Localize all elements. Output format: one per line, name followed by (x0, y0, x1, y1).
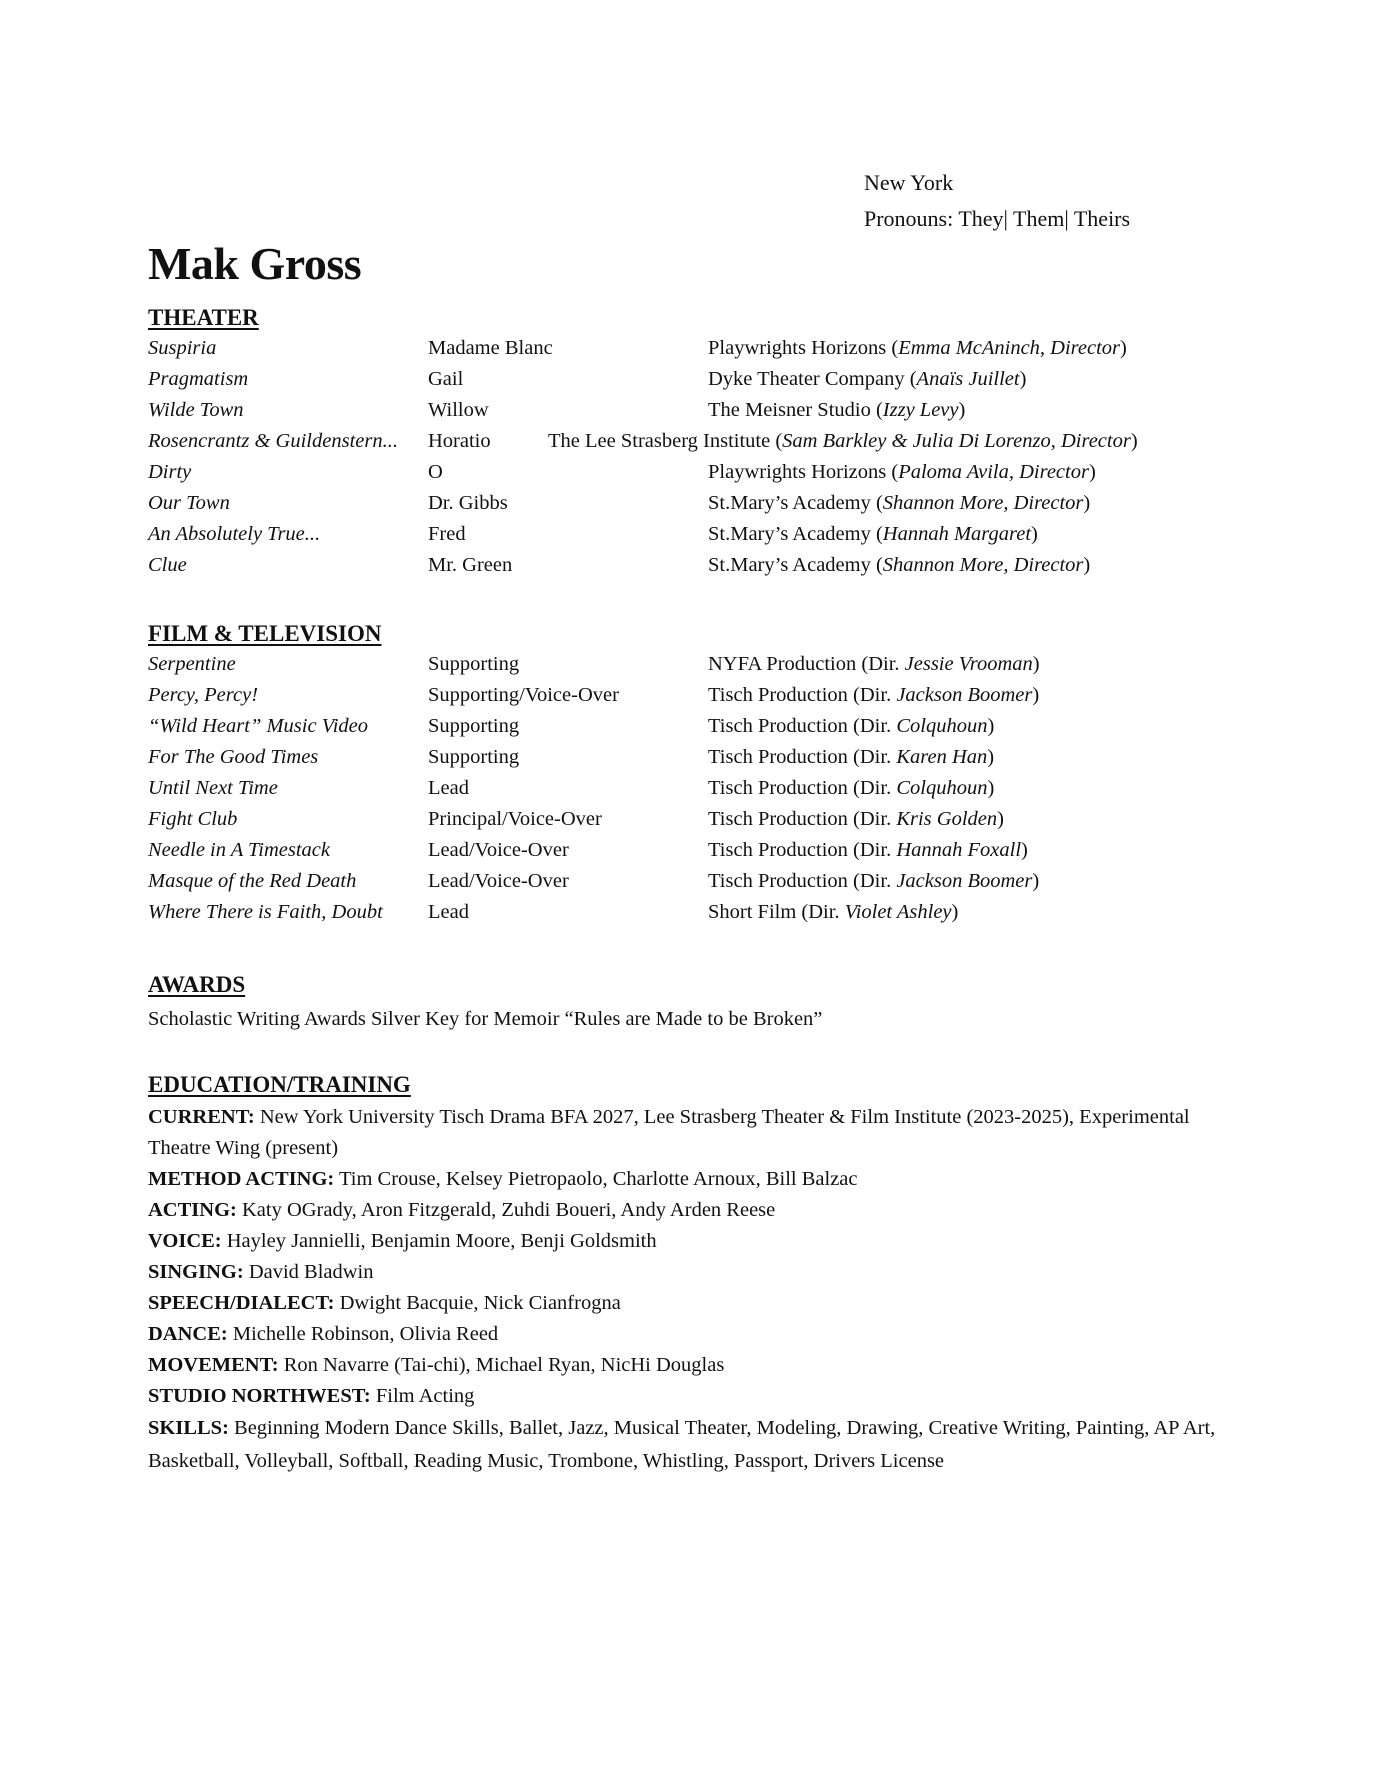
credit-row (148, 550, 1208, 581)
director-name: Karen Han (896, 746, 988, 768)
closing-paren: ) (1032, 684, 1040, 706)
company-name: NYFA Production (Dir. (708, 653, 905, 675)
credit-company (708, 395, 965, 426)
credit-role: Gail (428, 368, 464, 390)
credit-row (148, 804, 1208, 835)
director-name: Anaïs Juillet (916, 368, 1020, 390)
education-line (148, 1164, 1228, 1195)
credit-company (708, 457, 1096, 488)
education-label: SKILLS: (148, 1417, 229, 1439)
closing-paren: ) (987, 777, 995, 799)
credit-row (148, 897, 1208, 928)
company-name: Playwrights Horizons ( (708, 337, 899, 359)
company-name: Tisch Production (Dir. (708, 715, 897, 737)
credit-row (148, 835, 1208, 866)
credit-row (148, 711, 1208, 742)
education-line (148, 1226, 1228, 1257)
education-label: STUDIO NORTHWEST: (148, 1385, 371, 1407)
location: New York (864, 170, 954, 195)
education-label: DANCE: (148, 1323, 228, 1345)
closing-paren: ) (1083, 554, 1091, 576)
credit-title: An Absolutely True... (148, 523, 321, 545)
performer-name: Mak Gross (148, 238, 362, 289)
credit-title: Suspiria (148, 337, 217, 359)
education-label: CURRENT: (148, 1106, 255, 1128)
credit-company (708, 711, 994, 742)
education-heading: EDUCATION/TRAINING (148, 1072, 411, 1097)
credit-role: Supporting (428, 746, 520, 768)
credit-title: Until Next Time (148, 777, 278, 799)
film-heading: FILM & TELEVISION (148, 621, 382, 646)
credit-role: Lead/Voice-Over (428, 839, 569, 861)
film-credits (148, 649, 1208, 928)
closing-paren: ) (1088, 461, 1096, 483)
director-name: Colquhoun (896, 777, 988, 799)
education-label: SPEECH/DIALECT: (148, 1292, 335, 1314)
education-text: Hayley Jannielli, Benjamin Moore, Benji Goldsmith (221, 1230, 657, 1252)
company-name: St.Mary’s Academy ( (708, 554, 883, 576)
director-name: Hannah Foxall (896, 839, 1022, 861)
closing-paren: ) (1021, 839, 1028, 861)
credit-row (148, 680, 1208, 711)
director-name: Paloma Avila, Director (898, 461, 1089, 483)
theater-heading: THEATER (148, 305, 259, 330)
credit-role: Supporting/Voice-Over (428, 684, 619, 706)
education-line (148, 1350, 1228, 1381)
credit-row (148, 333, 1208, 364)
credit-row (148, 488, 1208, 519)
credit-company (708, 804, 1004, 835)
credit-role: Madame Blanc (428, 337, 553, 359)
closing-paren: ) (1083, 492, 1091, 514)
credit-company (708, 550, 1090, 581)
credit-company (708, 742, 994, 773)
credit-role: Supporting (428, 653, 520, 675)
education-line (148, 1288, 1228, 1319)
credit-title: Wilde Town (148, 399, 244, 421)
credit-row (148, 519, 1208, 550)
pronouns: Pronouns: They| Them| Theirs (864, 206, 1131, 231)
closing-paren: ) (1019, 368, 1027, 390)
awards-heading: AWARDS (148, 972, 246, 997)
education-label: SINGING: (148, 1261, 244, 1283)
company-name: Playwrights Horizons ( (708, 461, 899, 483)
credit-role: Lead (428, 901, 469, 923)
theater-credits (148, 333, 1208, 581)
credit-title: Where There is Faith, Doubt (148, 901, 383, 923)
credit-role: Fred (428, 523, 466, 545)
company-name: Tisch Production (Dir. (708, 777, 897, 799)
education-label: METHOD ACTING: (148, 1168, 335, 1190)
director-name: Jackson Boomer (896, 870, 1033, 892)
credit-title: Needle in A Timestack (148, 839, 331, 861)
credit-row (148, 742, 1208, 773)
director-name: Jackson Boomer (896, 684, 1033, 706)
director-name: Jessie Vrooman (904, 653, 1033, 675)
education-line (148, 1319, 1228, 1350)
credit-row (148, 457, 1208, 488)
company-name: Short Film (Dir. (708, 901, 845, 923)
credit-company (708, 773, 994, 804)
education-text: New York University Tisch Drama BFA 2027, Lee Strasberg Theater & Film Institute (2023-2025), Experimental Theatre Wing (present) (148, 1106, 1190, 1159)
credit-title: Percy, Percy! (148, 684, 259, 706)
company-name: St.Mary’s Academy ( (708, 492, 883, 514)
closing-paren: ) (1120, 337, 1127, 359)
director-name: Violet Ashley (844, 901, 952, 923)
credit-role: Lead/Voice-Over (428, 870, 569, 892)
credit-title: Serpentine (148, 653, 236, 675)
education-line (148, 1195, 1228, 1226)
education-text: Beginning Modern Dance Skills, Ballet, Jazz, Musical Theater, Modeling, Drawing, Creative Writing, Painting, AP Art, Basketball, Volleyball, Softball, Reading Music, Trombone, Whistling, Passport, Drivers License (148, 1417, 1216, 1472)
credit-title: Pragmatism (148, 368, 249, 390)
company-name: Tisch Production (Dir. (708, 684, 897, 706)
education-line (148, 1257, 1228, 1288)
education-text: Michelle Robinson, Olivia Reed (227, 1323, 499, 1345)
credit-title: Dirty (148, 461, 192, 483)
company-name: St.Mary’s Academy ( (708, 523, 883, 545)
credit-title: Masque of the Red Death (148, 870, 357, 892)
credit-row (148, 649, 1208, 680)
education-text: Ron Navarre (Tai-chi), Michael Ryan, NicHi Douglas (278, 1354, 725, 1376)
credit-company (548, 426, 1138, 457)
credit-title: Clue (148, 554, 187, 576)
director-name: Sam Barkley & Julia Di Lorenzo, Director (782, 430, 1131, 452)
credit-company (708, 680, 1039, 711)
credit-title: Our Town (148, 492, 230, 514)
education-line (148, 1412, 1228, 1478)
education-text: Tim Crouse, Kelsey Pietropaolo, Charlotte Arnoux, Bill Balzac (334, 1168, 858, 1190)
closing-paren: ) (958, 399, 966, 421)
credit-role: Lead (428, 777, 469, 799)
credit-role: Willow (428, 399, 489, 421)
education-text: Katy OGrady, Aron Fitzgerald, Zuhdi Boueri, Andy Arden Reese (236, 1199, 776, 1221)
credit-role: O (428, 461, 443, 483)
director-name: Colquhoun (896, 715, 988, 737)
director-name: Kris Golden (896, 808, 998, 830)
credit-company (708, 488, 1090, 519)
credit-role: Horatio (428, 430, 491, 452)
closing-paren: ) (987, 746, 995, 768)
director-name: Shannon More, Director (882, 554, 1084, 576)
credit-row (148, 364, 1208, 395)
director-name: Shannon More, Director (882, 492, 1084, 514)
credit-company (708, 866, 1039, 897)
credit-company (708, 333, 1127, 364)
award-item: Scholastic Writing Awards Silver Key for Memoir “Rules are Made to be Broken” (148, 1008, 823, 1030)
credit-title: For The Good Times (148, 746, 319, 768)
contact-info (864, 165, 1130, 237)
credit-company (708, 364, 1026, 395)
education-text: David Bladwin (243, 1261, 374, 1283)
education-text: Dwight Bacquie, Nick Cianfrogna (334, 1292, 621, 1314)
education-label: MOVEMENT: (148, 1354, 279, 1376)
credit-company (708, 835, 1028, 866)
closing-paren: ) (1031, 523, 1038, 545)
credit-company (708, 897, 958, 928)
education-label: ACTING: (148, 1199, 237, 1221)
company-name: Tisch Production (Dir. (708, 870, 897, 892)
company-name: Tisch Production (Dir. (708, 746, 897, 768)
company-name: Tisch Production (Dir. (708, 808, 897, 830)
credit-title: “Wild Heart” Music Video (148, 715, 368, 737)
credit-role: Principal/Voice-Over (428, 808, 602, 830)
credit-role: Dr. Gibbs (428, 492, 508, 514)
education-line (148, 1102, 1228, 1164)
director-name: Emma McAninch, Director (898, 337, 1121, 359)
company-name: The Lee Strasberg Institute ( (548, 430, 783, 452)
credit-company (708, 519, 1038, 550)
education-line (148, 1381, 1228, 1412)
closing-paren: ) (1032, 870, 1040, 892)
credit-title: Rosencrantz & Guildenstern... (148, 430, 398, 452)
credit-role: Supporting (428, 715, 520, 737)
credit-row (148, 426, 1208, 457)
director-name: Hannah Margaret (882, 523, 1032, 545)
education-list (148, 1102, 1228, 1478)
closing-paren: ) (951, 901, 959, 923)
closing-paren: ) (1032, 653, 1040, 675)
education-label: VOICE: (148, 1230, 222, 1252)
credit-company (708, 649, 1040, 680)
closing-paren: ) (987, 715, 995, 737)
credit-title: Fight Club (148, 808, 238, 830)
credit-row (148, 395, 1208, 426)
education-text: Film Acting (370, 1385, 475, 1407)
company-name: Tisch Production (Dir. (708, 839, 897, 861)
closing-paren: ) (997, 808, 1004, 830)
closing-paren: ) (1130, 430, 1138, 452)
credit-row (148, 866, 1208, 897)
credit-role: Mr. Green (428, 554, 513, 576)
credit-row (148, 773, 1208, 804)
company-name: The Meisner Studio ( (708, 399, 883, 421)
company-name: Dyke Theater Company ( (708, 368, 917, 390)
director-name: Izzy Levy (882, 399, 959, 421)
